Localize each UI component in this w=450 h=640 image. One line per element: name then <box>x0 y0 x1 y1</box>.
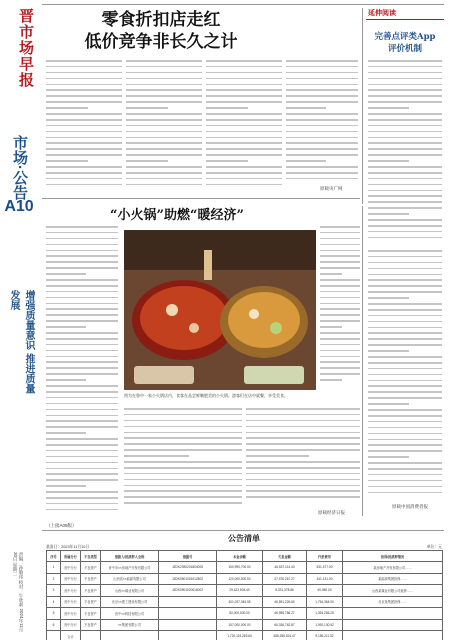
notice-table-row <box>47 573 443 585</box>
notice-table-header-cell: 所属分行 <box>61 551 81 562</box>
notice-table-cell: 山西××煤业有限公司 <box>101 585 159 597</box>
notice-table-cell: 1,754,364.00 <box>307 596 343 608</box>
notice-table-header-cell: 欠息金额 <box>263 551 307 562</box>
main-article-byline: 原载央广网 <box>320 186 343 191</box>
notice-table-cell: 不良资产 <box>81 596 101 608</box>
notice-table-cell: 46,537,114.40 <box>263 562 307 574</box>
notice-table-row <box>47 585 443 597</box>
notice-table-cell: 1 <box>47 562 61 574</box>
notice-table-cell <box>101 631 159 640</box>
notice-table-cell: 37,976,267.27 <box>263 573 307 585</box>
notice-table-cell: 4 <box>47 596 61 608</box>
notice-table-header-cell: 不良类型 <box>81 551 101 562</box>
notice-table-cell: 晋中分行 <box>61 619 81 631</box>
notice-table-cell: 某房地产开发有限公司…… <box>343 562 443 574</box>
notice-table <box>46 550 443 640</box>
notice-table-section <box>46 533 442 640</box>
hotpot-photo-caption: 图为在鲁中一家小火锅店内，食客在品尝鲜嫩肥美的小火锅。游客们在店中就餐，享受美食。 <box>124 393 288 398</box>
notice-table-row <box>47 631 443 640</box>
notice-table-cell: 120,000,000.00 <box>217 573 263 585</box>
notice-table-cell: 49,080.00 <box>307 585 343 597</box>
main-article-column-4 <box>286 60 358 184</box>
newspaper-masthead: 晋市场早报 <box>17 8 35 88</box>
notice-table-cell: 5,331,378.86 <box>263 585 307 597</box>
notice-table-body <box>47 562 443 640</box>
notice-table-cell: 北京××建工建设有限公司 <box>101 596 159 608</box>
notice-table-cell: 晋中××科技有限公司 <box>101 608 159 620</box>
sidebar-article-body <box>368 60 442 246</box>
hotpot-article-column-1 <box>46 226 118 516</box>
footer-meta: 责编：孙敬玮 校对：牛欣莉 2024年11月30日 星期二 <box>13 552 24 633</box>
notice-table-cell: 1,720,119,269.60 <box>217 631 263 640</box>
notice-table-cell: 531,477.00 <box>307 562 343 574</box>
main-article-column-1 <box>46 60 122 190</box>
page-number-value: 10 <box>15 198 34 215</box>
notice-table-cell: 1,092,130.52 <box>307 619 343 631</box>
notice-table-cell: 29,422,504.40 <box>217 585 263 597</box>
section-letter: A <box>4 198 16 215</box>
notice-table-cell <box>159 619 217 631</box>
notice-table-cell: 301,037,345.55 <box>217 596 263 608</box>
sidebar-tag: 延伸阅读 <box>366 8 444 20</box>
notice-table-cell: 北京某集团担保…… <box>343 596 443 608</box>
notice-table-cell <box>159 608 217 620</box>
notice-table-cell: 山西省××能源有限公司 <box>101 573 159 585</box>
notice-table-header-row <box>47 551 443 562</box>
sidebar-title-line1: 完善点评类App <box>374 32 436 42</box>
notice-table-cell <box>159 631 217 640</box>
notice-date-label: 基准日：2023年11月10日 <box>46 545 90 549</box>
notice-table-header-cell: 代垫费用 <box>307 551 343 562</box>
main-article-title-line2: 低价竞争非长久之计 <box>84 32 238 52</box>
notice-table-header-cell: 本金余额 <box>217 551 263 562</box>
notice-table-cell: 不良资产 <box>81 573 101 585</box>
notice-table-row <box>47 608 443 620</box>
notice-table-cell: 441,131.00 <box>307 573 343 585</box>
hotpot-photo <box>124 230 316 390</box>
hotpot-article-title: “小火锅”助燃“暖经济” <box>110 208 244 223</box>
notice-table-cell: 3 <box>47 585 61 597</box>
notice-table-cell: JZDK0901020016002 <box>159 585 217 597</box>
main-article-column-3 <box>206 60 282 190</box>
notice-table-title: 公告清单 <box>228 533 260 543</box>
notice-table-row <box>47 596 443 608</box>
notice-table-cell <box>47 631 61 640</box>
section-label: 市场·公告 <box>11 134 28 200</box>
hotpot-article-column-4 <box>246 408 360 508</box>
notice-table-cell: 485,256,524.47 <box>263 631 307 640</box>
sidebar-article-body-continued <box>368 250 442 500</box>
notice-table-cell: JZDK2390201804005 <box>159 562 217 574</box>
main-article-column-2 <box>126 60 202 190</box>
notice-table-cell: 不良资产 <box>81 619 101 631</box>
notice-table-cell: ××集团有限公司 <box>101 619 159 631</box>
notice-table-cell: 晋中分行 <box>61 585 81 597</box>
notice-table-cell: 5 <box>47 608 61 620</box>
hotpot-photo-image <box>124 230 316 390</box>
hotpot-article-column-3 <box>124 408 242 514</box>
notice-table-header-cell: 借款人/抵质押人全称 <box>101 551 159 562</box>
notice-table-row <box>47 619 443 631</box>
notice-table-cell: 50,000,000.00 <box>217 608 263 620</box>
notice-table-cell: 150,990,700.00 <box>217 562 263 574</box>
notice-table-cell: 2 <box>47 573 61 585</box>
notice-table-cell <box>343 619 443 631</box>
sidebar-article <box>366 8 444 248</box>
notice-table-cell: 1,394,256.25 <box>307 608 343 620</box>
notice-table-header-cell: 序号 <box>47 551 61 562</box>
notice-table-cell: 某能源集团担保…… <box>343 573 443 585</box>
notice-table-cell: 不良资产 <box>81 608 101 620</box>
main-article-title-line1: 零食折扣店走红 <box>101 10 221 30</box>
hotpot-byline: 原载经济日报 <box>318 510 345 515</box>
notice-unit-label: 单位：元 <box>426 545 442 549</box>
notice-table-cell: 9,156,211.52 <box>307 631 343 640</box>
page-number <box>4 198 34 216</box>
notice-table-cell: 晋中分行 <box>61 596 81 608</box>
sidebar-byline: 原载中国消费者报 <box>392 504 428 509</box>
notice-table-cell: 66,336,762.87 <box>263 619 307 631</box>
sidebar-title-line2: 评价机制 <box>387 44 422 54</box>
notice-table-row <box>47 562 443 574</box>
slogan: 增强质量意识 推进质量发展 <box>8 290 34 394</box>
notice-table-cell: 不良资产 <box>81 562 101 574</box>
page-main <box>42 0 444 640</box>
notice-table-cell: 晋中分行 <box>61 608 81 620</box>
page-continuation-link: （上接A09版） <box>46 523 77 528</box>
notice-table-header-cell: 借据号 <box>159 551 217 562</box>
notice-table-cell: 晋中分行 <box>61 562 81 574</box>
hotpot-article-column-2 <box>320 226 360 386</box>
notice-table-cell: 晋中市××房地产开发有限公司 <box>101 562 159 574</box>
left-margin <box>0 0 40 640</box>
notice-table-cell: 46,955,786.27 <box>263 608 307 620</box>
notice-table-cell <box>343 608 443 620</box>
notice-table-cell: 6 <box>47 619 61 631</box>
notice-table-header-cell: 担保/抵质押情况 <box>343 551 443 562</box>
notice-table-cell <box>81 631 101 640</box>
notice-table-cell: 合计 <box>61 631 81 640</box>
notice-table-cell: 不良资产 <box>81 585 101 597</box>
notice-table-cell: 晋中分行 <box>61 573 81 585</box>
notice-table-cell <box>343 631 443 640</box>
notice-table-cell: 山西某煤业有限公司抵押…… <box>343 585 443 597</box>
notice-table-cell: 157,000,000.00 <box>217 619 263 631</box>
notice-table-cell <box>159 596 217 608</box>
notice-table-cell: JZDK0901001012802 <box>159 573 217 585</box>
notice-table-cell: 46,551,226.60 <box>263 596 307 608</box>
